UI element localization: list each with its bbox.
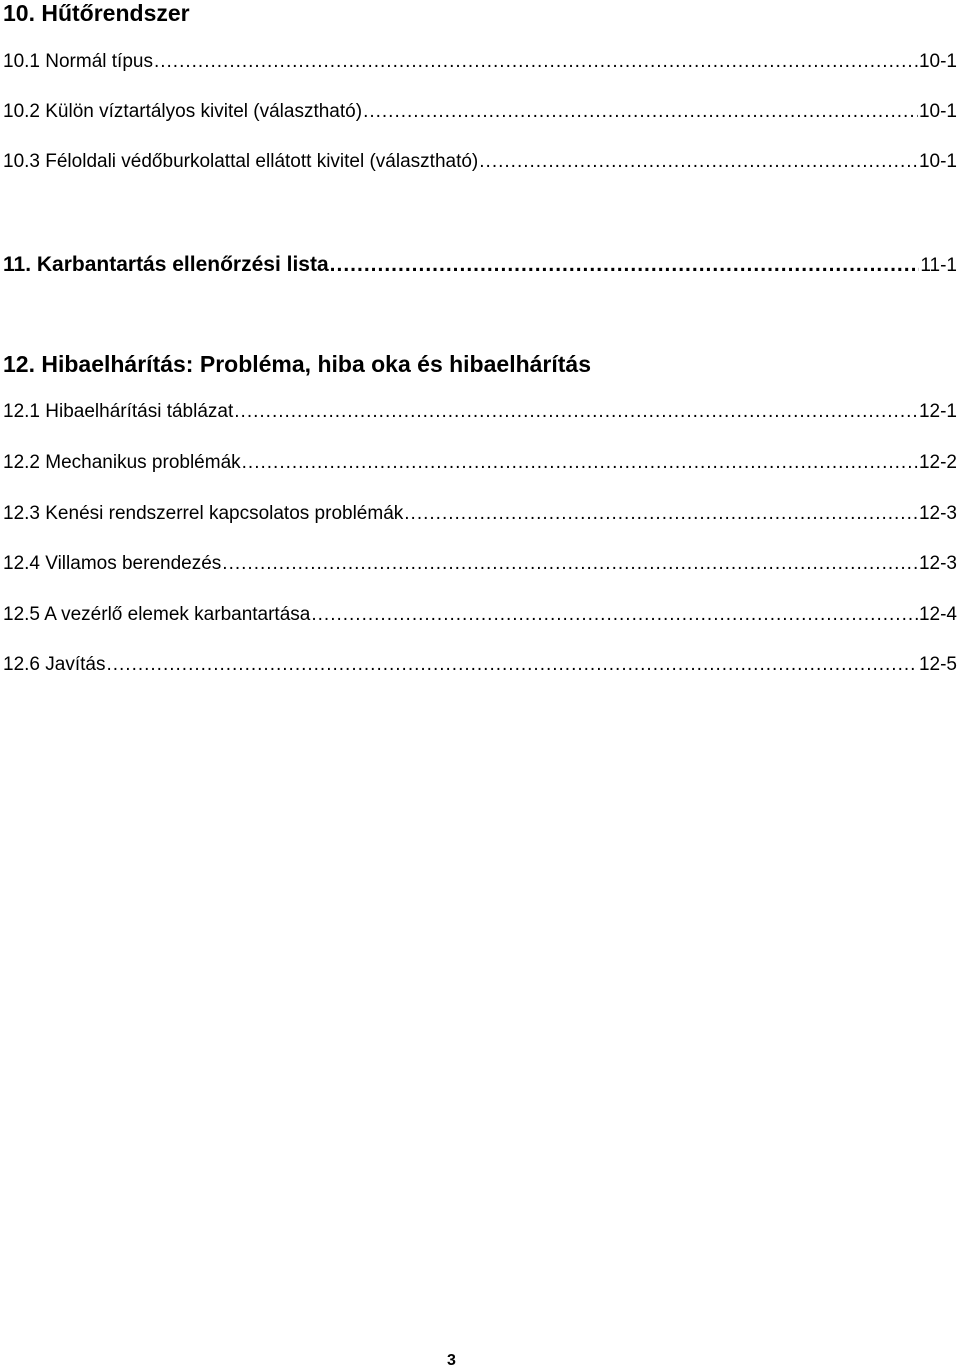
toc-entry-label: 12.6 Javítás [3, 654, 106, 675]
toc-entry-label: 10.1 Normál típus [3, 51, 153, 72]
dot-leader [363, 100, 918, 124]
toc-entry-label: 10.2 Külön víztartályos kivitel (választható) [3, 101, 363, 122]
toc-entry-12-3[interactable] [3, 502, 957, 526]
toc-entry-label: 12.2 Mechanikus problémák [3, 452, 241, 473]
toc-entry-label: 12.5 A vezérlő elemek karbantartása [3, 604, 311, 625]
toc-entry-12-1[interactable] [3, 400, 957, 424]
toc-entry-page: 12-3 [918, 503, 957, 524]
toc-entry-page: 12-2 [918, 452, 957, 473]
toc-entry-label: 12.1 Hibaelhárítási táblázat [3, 401, 234, 422]
toc-entry-page: 10-1 [918, 151, 957, 172]
toc-entry-10-2[interactable] [3, 100, 957, 124]
toc-entry-12-4[interactable] [3, 552, 957, 576]
toc-entry-page: 12-3 [918, 553, 957, 574]
section-heading-10: 10. Hűtőrendszer [3, 0, 190, 26]
toc-entry-page: 10-1 [918, 101, 957, 122]
toc-entry-12-5[interactable] [3, 603, 957, 627]
toc-entry-page: 12-1 [918, 401, 957, 422]
dot-leader [479, 150, 918, 174]
toc-entry-12-6[interactable] [3, 653, 957, 677]
dot-leader [330, 253, 920, 277]
toc-entry-page: 12-5 [918, 654, 957, 675]
toc-entry-label: 10.3 Féloldali védőburkolattal ellátott kivitel (választható) [3, 151, 479, 172]
dot-leader [311, 603, 918, 627]
toc-entry-page: 10-1 [918, 51, 957, 72]
dot-leader [222, 552, 918, 576]
section-heading-12: 12. Hibaelhárítás: Probléma, hiba oka és hibaelhárítás [3, 351, 592, 377]
toc-entry-12-2[interactable] [3, 451, 957, 475]
dot-leader [106, 653, 918, 677]
toc-entry-label: 12.4 Villamos berendezés [3, 553, 222, 574]
toc-entry-page: 11-1 [920, 255, 957, 276]
dot-leader [404, 502, 918, 526]
toc-entry-label: 12.3 Kenési rendszerrel kapcsolatos problémák [3, 503, 404, 524]
section-heading-11: 11. Karbantartás ellenőrzési lista [3, 253, 329, 276]
toc-entry-11[interactable] [3, 253, 957, 278]
dot-leader [154, 50, 918, 74]
dot-leader [242, 451, 918, 475]
page-number: 3 [447, 1352, 456, 1369]
dot-leader [234, 400, 918, 424]
toc-entry-10-3[interactable] [3, 150, 957, 174]
toc-entry-page: 12-4 [918, 604, 957, 625]
toc-entry-10-1[interactable] [3, 50, 957, 74]
